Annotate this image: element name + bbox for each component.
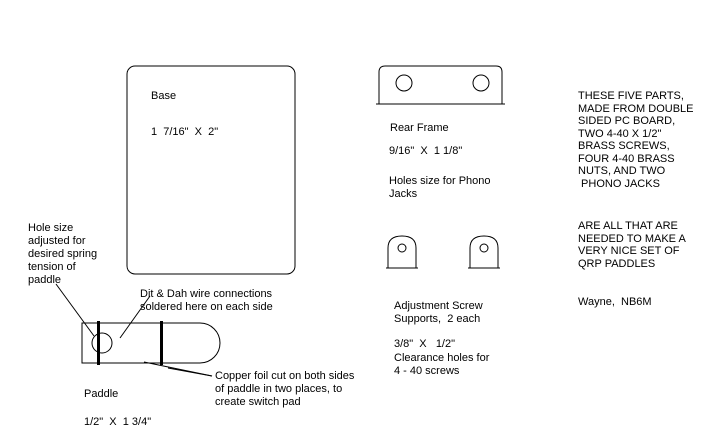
spring-tension-hole (92, 333, 112, 353)
screw-support-right (468, 236, 500, 268)
foil-cut-right (160, 321, 163, 365)
parts-summary-text: THESE FIVE PARTS, MADE FROM DOUBLE SIDED PC BOARD, TWO 4-40 X 1/2" BRASS SCREWS, FOUR 4-40 BRASS NUTS, AND TWO PHONO JACKS (578, 90, 694, 190)
base-dimensions: 1 7/16" X 2" (151, 126, 219, 138)
paddle-dimensions: 1/2" X 1 3/4" (84, 416, 152, 428)
hole-note-leader (56, 284, 94, 336)
rear-frame-label: Rear Frame (390, 122, 449, 134)
paddle-label: Paddle (84, 388, 119, 400)
paddle-wire-note: Dit & Dah wire connections soldered here on each side (140, 288, 273, 313)
rear-frame-dimensions: 9/16" X 1 1/8" (389, 145, 463, 157)
base-label: Base (151, 90, 177, 102)
screw-supports-label: Adjustment Screw Supports, 2 each (394, 300, 483, 325)
screw-support-left (386, 236, 418, 268)
paddle-part (82, 321, 220, 365)
paddle-hole-note: Hole size adjusted for desired spring tension of paddle (28, 222, 98, 286)
phono-jack-hole-right (473, 75, 489, 91)
rear-frame-holes-note: Holes size for Phono Jacks (389, 175, 491, 200)
screw-supports-clearance-note: Clearance holes for 4 - 40 screws (394, 352, 490, 377)
paddle-foil-note: Copper foil cut on both sides of paddle in two places, to create switch pad (215, 370, 355, 408)
signature: Wayne, NB6M (578, 296, 652, 308)
rear-frame-part (376, 66, 505, 104)
screw-supports-dimensions: 3/8" X 1/2" (394, 338, 456, 350)
foil-cut-left (97, 321, 100, 365)
needed-summary-text: ARE ALL THAT ARE NEEDED TO MAKE A VERY NICE SET OF QRP PADDLES (578, 220, 686, 270)
phono-jack-hole-left (396, 75, 412, 91)
foil-note-leader-2 (168, 368, 212, 376)
